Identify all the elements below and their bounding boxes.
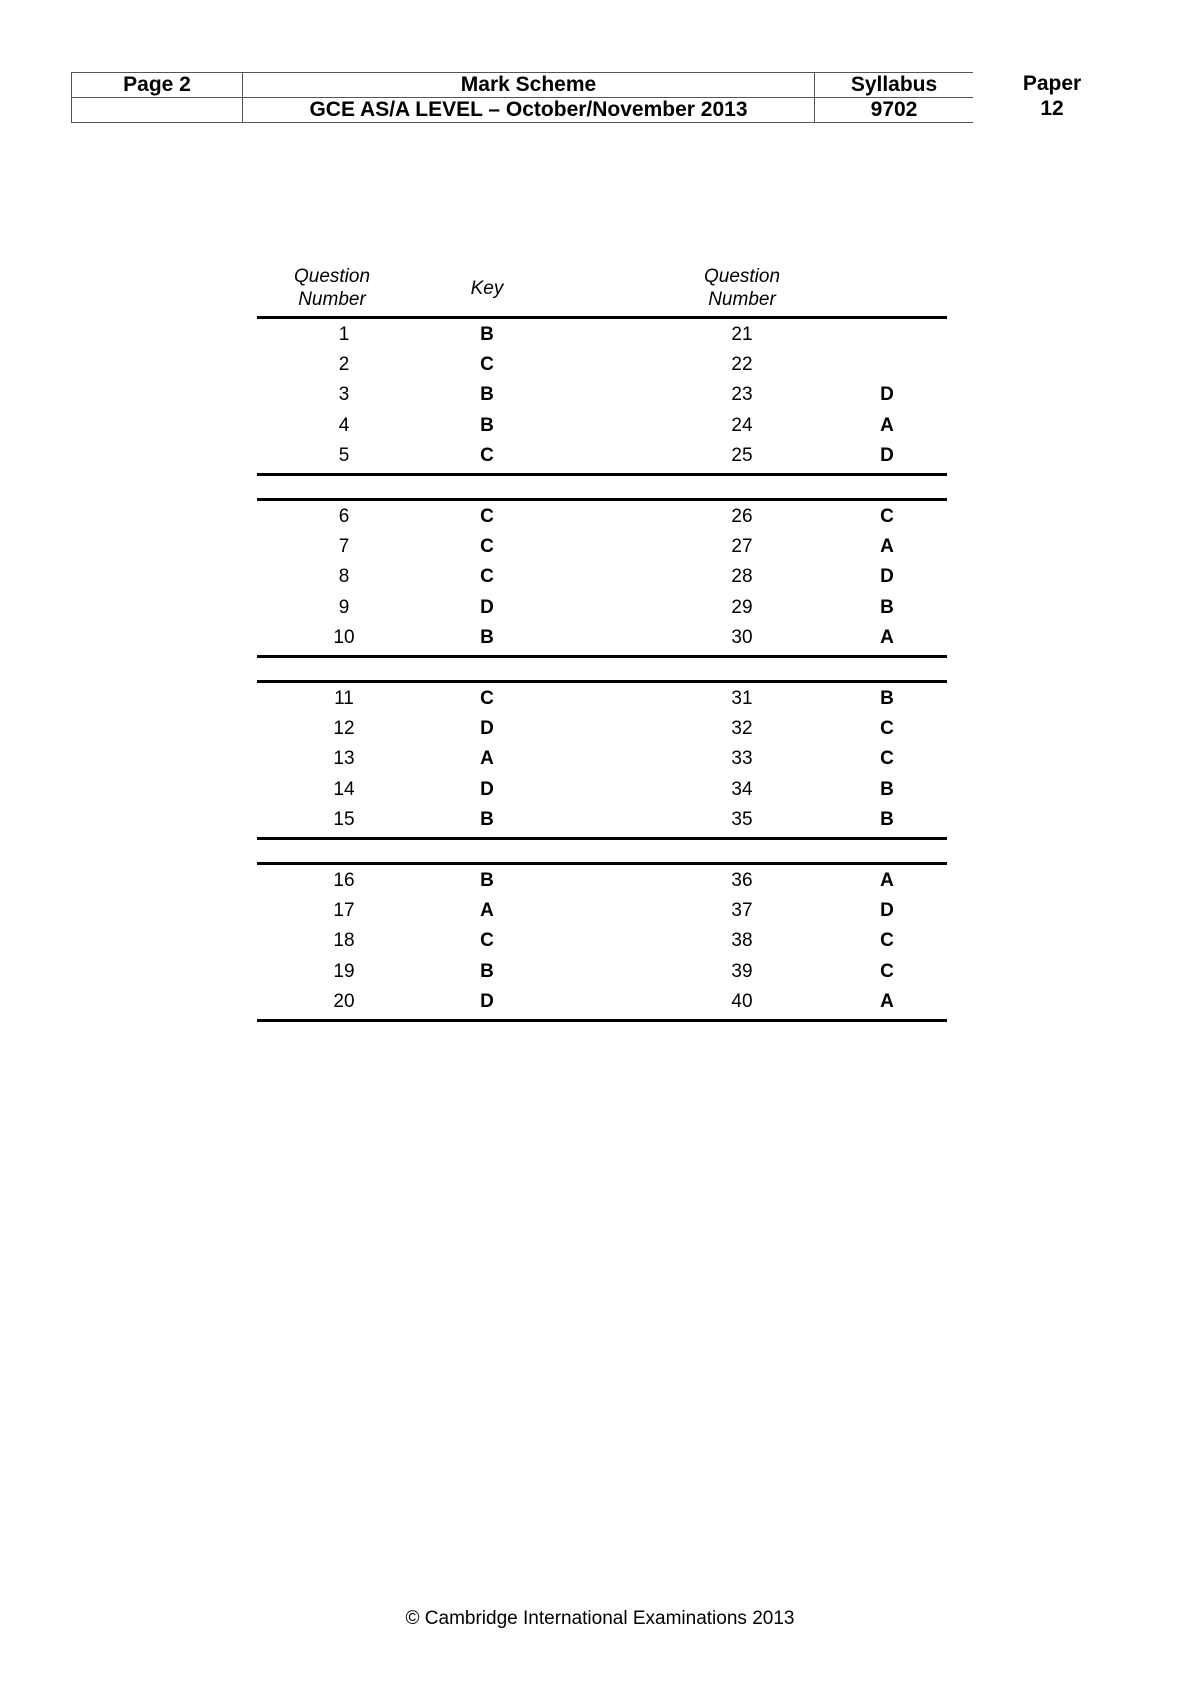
question-number: 22 xyxy=(731,354,753,376)
question-number: 17 xyxy=(333,900,355,922)
answer-key: C xyxy=(480,536,494,558)
question-number: 28 xyxy=(731,566,753,588)
question-number: 14 xyxy=(333,778,355,800)
answer-key: B xyxy=(480,324,494,345)
header-paper-label: Paper xyxy=(1022,72,1082,95)
answer-key: D xyxy=(480,718,494,740)
answer-key: C xyxy=(480,566,494,588)
answer-key: B xyxy=(480,870,494,891)
question-number: 26 xyxy=(731,506,753,527)
group-bottom-rule xyxy=(257,473,947,476)
answer-key: B xyxy=(880,596,894,618)
column-header-line: Question xyxy=(293,266,371,287)
group-top-rule xyxy=(257,498,947,501)
question-number: 13 xyxy=(333,748,355,770)
question-number: 5 xyxy=(338,444,350,466)
question-number: 3 xyxy=(338,384,350,406)
answer-key: A xyxy=(880,414,894,436)
answer-key: D xyxy=(480,778,494,800)
group-bottom-rule xyxy=(257,655,947,658)
question-number: 34 xyxy=(731,778,753,800)
column-header-line: Number xyxy=(298,289,366,310)
question-number: 8 xyxy=(338,566,350,588)
answer-key: C xyxy=(880,960,894,982)
answer-key: A xyxy=(880,626,894,648)
group-top-rule xyxy=(257,680,947,683)
column-header-line: Question xyxy=(703,266,781,287)
answer-key: C xyxy=(880,506,894,527)
question-number: 38 xyxy=(731,930,753,952)
question-number: 10 xyxy=(333,626,355,648)
question-number: 31 xyxy=(731,688,753,709)
answer-key: B xyxy=(480,414,494,436)
answer-key: B xyxy=(880,778,894,800)
column-header-line: Number xyxy=(708,289,776,310)
answer-key: A xyxy=(480,748,494,770)
question-number: 4 xyxy=(338,414,350,436)
answer-key: A xyxy=(480,900,494,922)
question-number: 1 xyxy=(338,324,350,345)
answer-key: B xyxy=(480,960,494,982)
header-title: Mark Scheme xyxy=(242,72,815,98)
question-number: 18 xyxy=(333,930,355,952)
group-top-rule xyxy=(257,862,947,865)
question-number: 30 xyxy=(731,626,753,648)
header-empty-cell xyxy=(71,97,243,123)
question-number: 7 xyxy=(338,536,350,558)
answer-key: B xyxy=(880,808,894,830)
question-number: 40 xyxy=(731,990,753,1012)
question-number: 37 xyxy=(731,900,753,922)
question-number: 32 xyxy=(731,718,753,740)
group-top-rule xyxy=(257,316,947,319)
question-number: 9 xyxy=(338,596,350,618)
answer-key: D xyxy=(880,384,894,406)
question-number: 29 xyxy=(731,596,753,618)
answer-key: A xyxy=(880,536,894,558)
answer-key: D xyxy=(880,900,894,922)
question-number: 24 xyxy=(731,414,753,436)
question-number: 35 xyxy=(731,808,753,830)
question-number: 20 xyxy=(333,990,355,1012)
answer-key: C xyxy=(880,748,894,770)
question-number: 33 xyxy=(731,748,753,770)
answer-key: C xyxy=(480,444,494,466)
answer-key: D xyxy=(480,596,494,618)
question-number: 21 xyxy=(731,324,753,345)
header-syllabus-value: 9702 xyxy=(814,97,973,123)
header-subtitle: GCE AS/A LEVEL – October/November 2013 xyxy=(242,97,815,123)
group-bottom-rule xyxy=(257,1019,947,1022)
question-number: 11 xyxy=(334,688,354,709)
question-number: 23 xyxy=(731,384,753,406)
question-number: 6 xyxy=(338,506,350,527)
column-header-question-number-1 xyxy=(277,265,387,311)
question-number: 15 xyxy=(333,808,355,830)
answer-key: A xyxy=(880,990,894,1012)
column-header-question-number-2 xyxy=(687,265,797,311)
answer-key: C xyxy=(880,718,894,740)
question-number: 16 xyxy=(333,870,355,891)
question-number: 39 xyxy=(731,960,753,982)
answer-key: D xyxy=(880,444,894,466)
footer-copyright: © Cambridge International Examinations 2013 xyxy=(405,1608,795,1629)
answer-key: C xyxy=(480,688,494,709)
answer-key: C xyxy=(880,930,894,952)
question-number: 2 xyxy=(338,354,350,376)
answer-key: C xyxy=(480,506,494,527)
question-number: 27 xyxy=(731,536,753,558)
answer-key: B xyxy=(480,626,494,648)
answer-key: A xyxy=(880,870,894,891)
answer-key: D xyxy=(480,990,494,1012)
answer-key: B xyxy=(880,688,894,709)
answer-key: B xyxy=(480,808,494,830)
answer-key: B xyxy=(480,384,494,406)
column-header-key: Key xyxy=(470,278,504,299)
answer-key: D xyxy=(880,566,894,588)
question-number: 25 xyxy=(731,444,753,466)
group-bottom-rule xyxy=(257,837,947,840)
answer-key: C xyxy=(480,354,494,376)
header-page: Page 2 xyxy=(71,72,243,98)
question-number: 12 xyxy=(333,718,355,740)
header-syllabus-label: Syllabus xyxy=(814,72,973,98)
question-number: 36 xyxy=(731,870,753,891)
header-paper-value: 12 xyxy=(1040,97,1064,120)
question-number: 19 xyxy=(333,960,355,982)
answer-key: C xyxy=(480,930,494,952)
